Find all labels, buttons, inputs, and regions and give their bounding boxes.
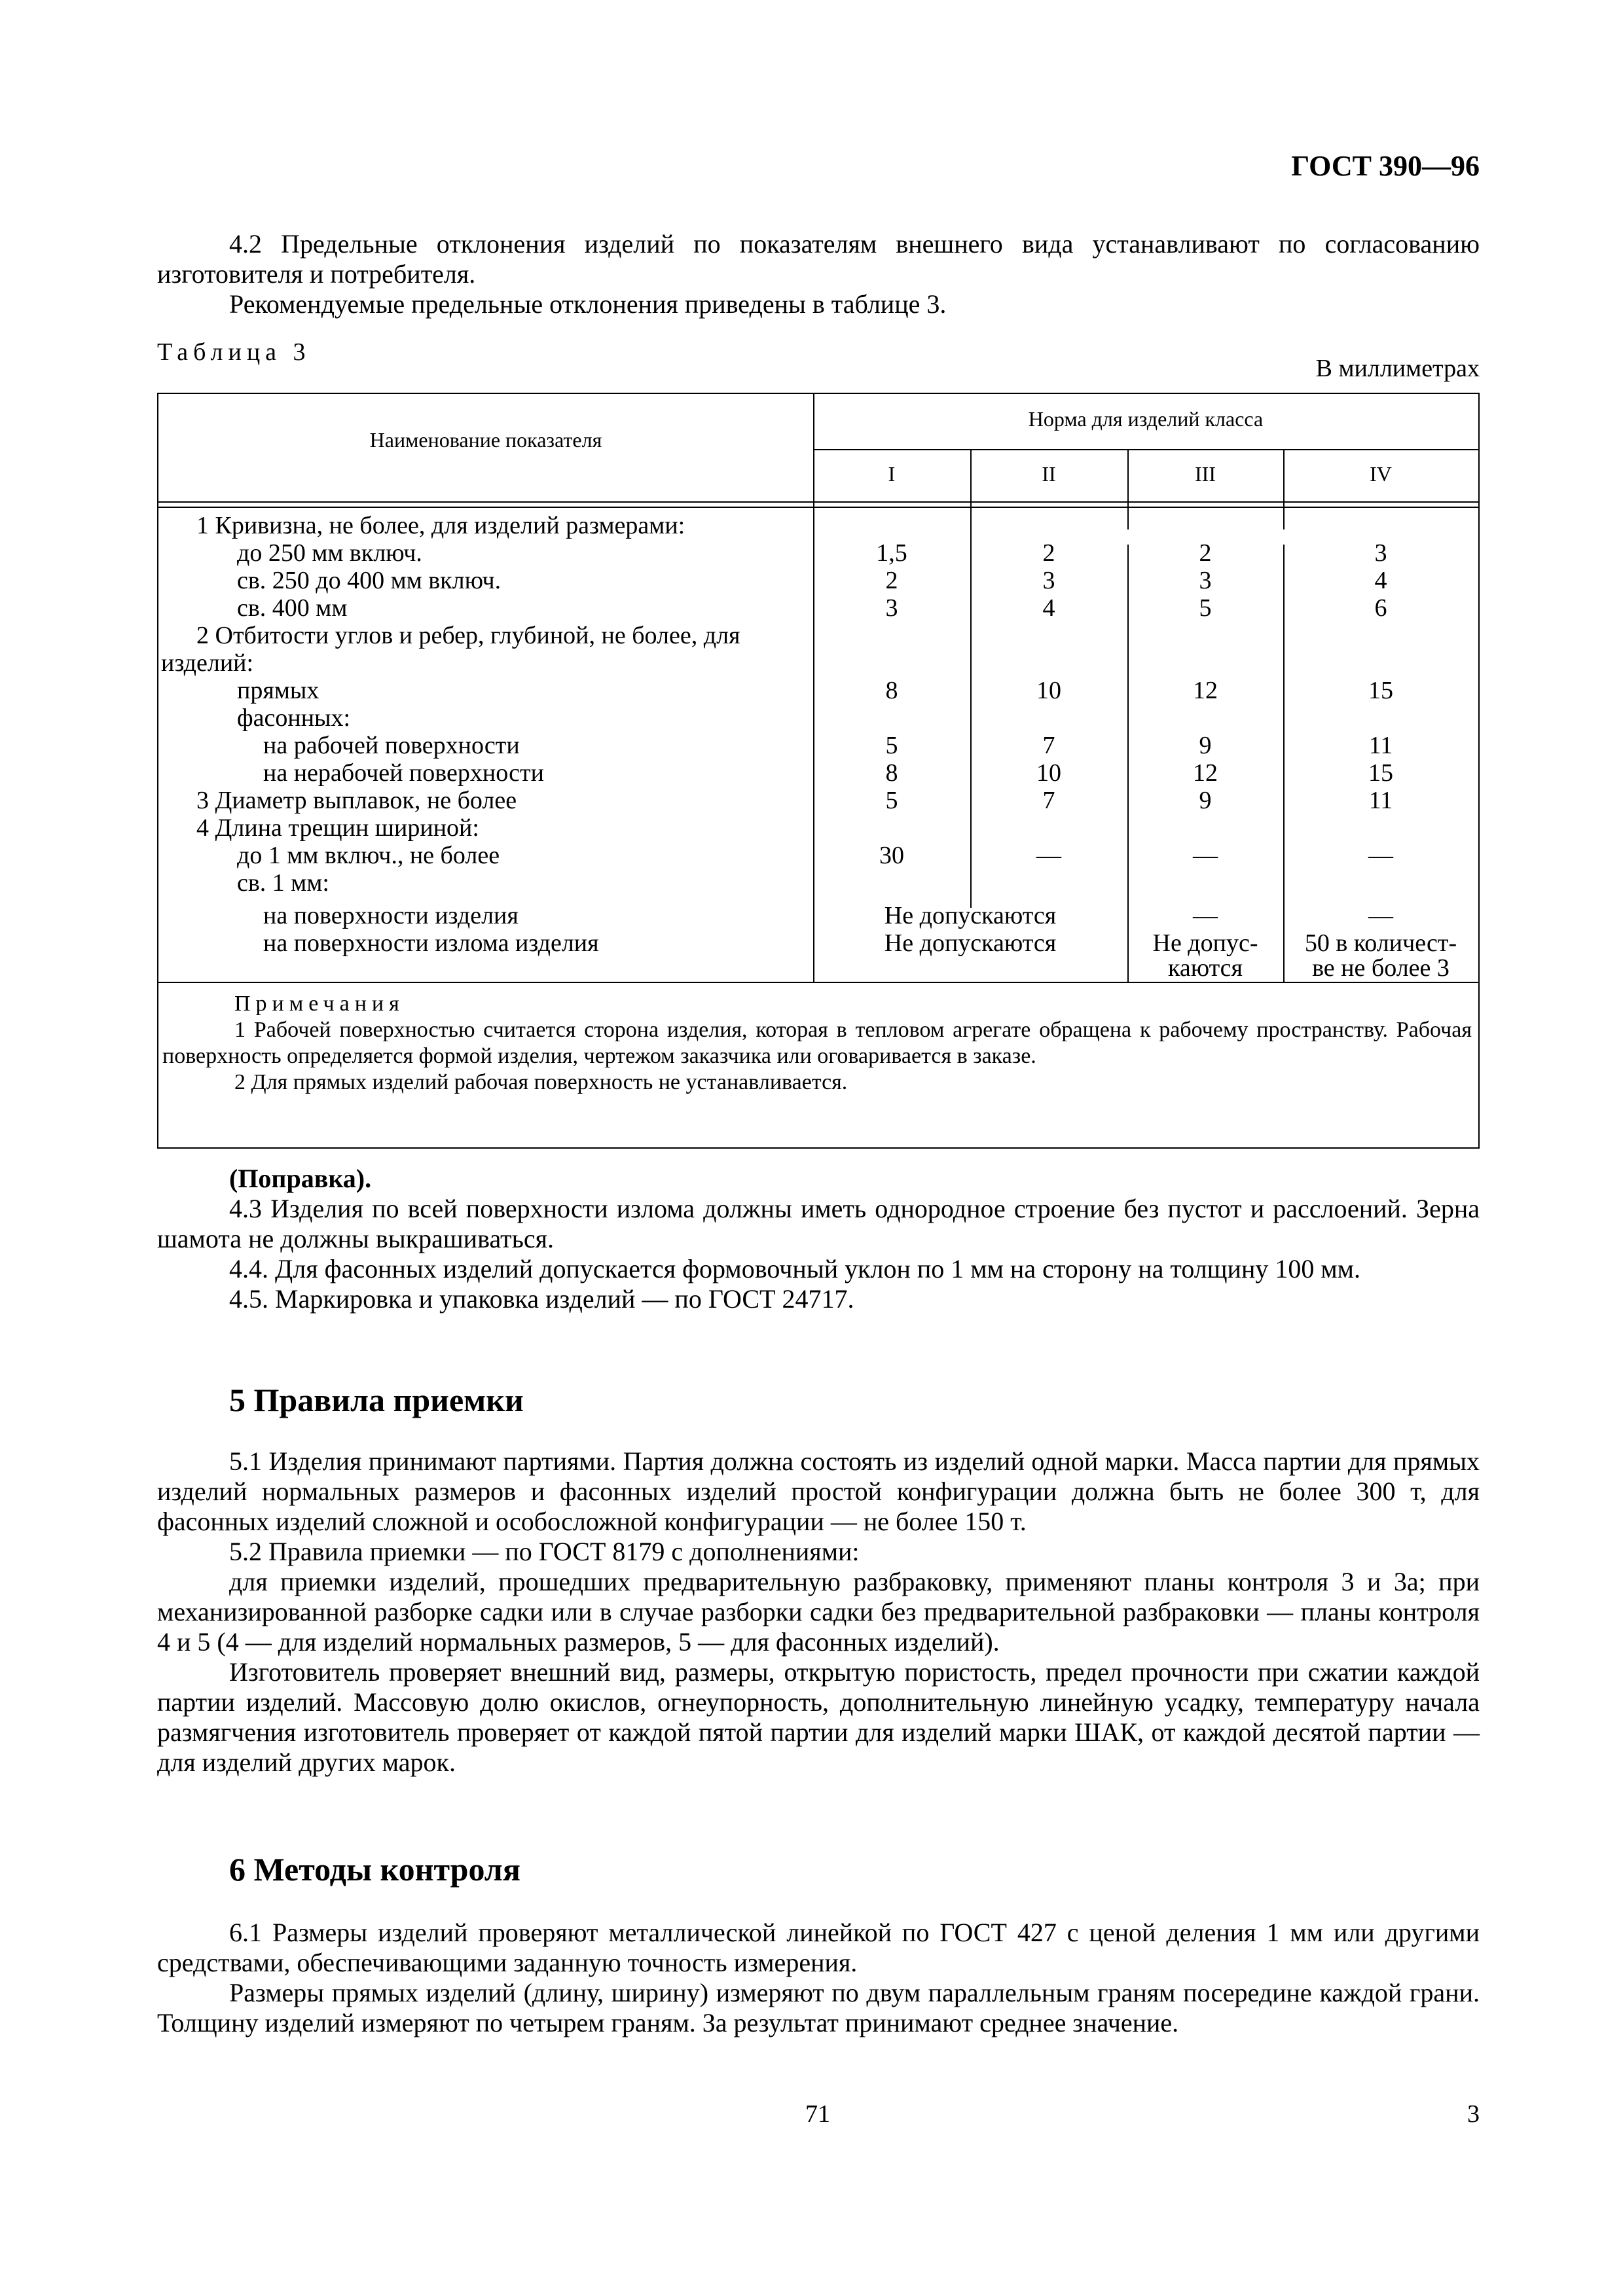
- row-value: 3: [1042, 567, 1055, 594]
- row-label: св. 1 мм:: [237, 869, 329, 897]
- row-value: 10: [1036, 677, 1061, 704]
- header-class-4: IV: [1370, 462, 1392, 486]
- row-value: Не допус-: [1152, 929, 1258, 957]
- row-value: 9: [1199, 732, 1212, 759]
- table-caption: Таблица 3: [157, 338, 311, 366]
- section-6: [157, 1918, 1480, 2038]
- paragraph-4-3: 4.3 Изделия по всей поверхности излома должны иметь однородное строение без пустот и расслоений. Зерна шамота не должны выкрашиваться.: [157, 1194, 1480, 1253]
- row-label: на поверхности изделия: [263, 902, 519, 929]
- row-label: до 250 мм включ.: [237, 539, 422, 567]
- header-class-2: II: [1042, 462, 1056, 486]
- paragraph-6-1: 6.1 Размеры изделий проверяют металлической линейкой по ГОСТ 427 с ценой деления 1 мм или другими средствами, обеспечивающими заданную точность измерения.: [157, 1918, 1480, 1977]
- paragraph-5-2-b: Изготовитель проверяет внешний вид, размеры, открытую пористость, предел прочности при сжатии каждой партии изделий. Массовую долю окислов, огнеупорность, дополнительную линейную усадку, температуру начала размягчения изготовитель проверяет от каждой пятой партии для изделий марки ШАК, от каждой десятой партии — для изделий других марок.: [157, 1657, 1480, 1777]
- note-1: 1 Рабочей поверхностью считается сторона изделия, которая в тепловом агрегате обращена к рабочему пространству. Рабочая поверхность определяется формой изделия, чертежом заказчика или оговаривается в заказе.: [162, 1018, 1472, 1068]
- table-notes: [162, 991, 1472, 1096]
- row-value: 6: [1374, 594, 1387, 622]
- row-value: 5: [885, 787, 898, 814]
- header-class-3: III: [1195, 462, 1216, 486]
- row-value: 4: [1374, 567, 1387, 594]
- document-page: [157, 0, 1480, 2296]
- row-value: —: [1036, 842, 1061, 869]
- paragraph-6-1-b: Размеры прямых изделий (длину, ширину) измеряют по двум параллельным граням посередине каждой грани. Толщину изделий измеряют по четырем граням. За результат принимают среднее значение.: [157, 1978, 1480, 2037]
- header-norm: Норма для изделий класса: [1028, 407, 1264, 431]
- paragraph-4-2: 4.2 Предельные отклонения изделий по показателям внешнего вида устанавливают по согласованию изготовителя и потребителя.: [157, 229, 1480, 289]
- row-value: 2: [1042, 539, 1055, 567]
- row-value: 10: [1036, 759, 1061, 787]
- row-value: 3: [1199, 567, 1212, 594]
- table-3: [157, 393, 1480, 1149]
- intro-section: [157, 229, 1480, 319]
- row-label: св. 400 мм: [237, 594, 348, 622]
- row-value: 2: [885, 567, 898, 594]
- row-value: 2: [1199, 539, 1212, 567]
- page-number-right: 3: [1467, 2100, 1480, 2128]
- row-value: —: [1368, 902, 1393, 929]
- row-value: 50 в количест-: [1304, 929, 1457, 957]
- paragraph-5-2: 5.2 Правила приемки — по ГОСТ 8179 с дополнениями:: [229, 1537, 860, 1566]
- row-value: 15: [1368, 677, 1393, 704]
- row-value: —: [1368, 842, 1393, 869]
- row-value: 7: [1042, 787, 1055, 814]
- row-label: на рабочей поверхности: [263, 732, 520, 759]
- row-value: 5: [885, 732, 898, 759]
- page-number-center: 71: [805, 2100, 830, 2128]
- paragraph-4-5: 4.5. Маркировка и упаковка изделий — по ГОСТ 24717.: [229, 1284, 854, 1314]
- header-bottom-1: [158, 501, 1478, 503]
- row-value: 15: [1368, 759, 1393, 787]
- row-label: на нерабочей поверхности: [263, 759, 544, 787]
- row-value: 9: [1199, 787, 1212, 814]
- header-divider: [813, 449, 1478, 450]
- header-bottom-2: [158, 507, 1478, 508]
- row-value: 30: [879, 842, 904, 869]
- row-value: 7: [1042, 732, 1055, 759]
- table-unit: В миллиметрах: [1315, 355, 1480, 382]
- row-value: ве не более 3: [1312, 954, 1450, 982]
- paragraph-5-2-a: для приемки изделий, прошедших предварительную разбраковку, применяют планы контроля 3 и 3а; при механизированной разборке садки или в случае разборки садки без предварительной разбраковки — планы контроля 4 и 5 (4 — для изделий нормальных размеров, 5 — для фасонных изделий).: [157, 1567, 1480, 1657]
- paragraph-4-4: 4.4. Для фасонных изделий допускается формовочный уклон по 1 мм на сторону на толщину 100 мм.: [229, 1254, 1360, 1283]
- section-5-heading: 5 Правила приемки: [229, 1382, 524, 1418]
- row-value: каются: [1167, 954, 1243, 982]
- row-value: 1,5: [876, 539, 907, 567]
- row-label: 2 Отбитости углов и ребер, глубиной, не более, для: [196, 622, 740, 649]
- header-class-1: I: [888, 462, 896, 486]
- paragraph-5-1: 5.1 Изделия принимают партиями. Партия должна состоять из изделий одной марки. Масса партии для прямых изделий нормальных размеров и фасонных изделий простой конфигурации должна быть не более 300 т, для фасонных изделий сложной и особосложной конфигурации — не более 150 т.: [157, 1446, 1480, 1536]
- row-value: —: [1193, 842, 1218, 869]
- row-value: 8: [885, 759, 898, 787]
- section-5: [157, 1446, 1480, 1778]
- row-label: 3 Диаметр выплавок, не более: [196, 787, 517, 814]
- row-label: изделий:: [161, 649, 254, 677]
- row-label: св. 250 до 400 мм включ.: [237, 567, 501, 594]
- header-name: Наименование показателя: [369, 428, 602, 452]
- notes-title: Примечания: [234, 992, 405, 1016]
- row-label: 1 Кривизна, не более, для изделий размерами:: [196, 512, 685, 539]
- row-value: 3: [1374, 539, 1387, 567]
- row-value: 12: [1193, 759, 1218, 787]
- section-4-continuation: [157, 1164, 1480, 1314]
- row-label: на поверхности излома изделия: [263, 929, 599, 957]
- row-value: 4: [1042, 594, 1055, 622]
- row-label: до 1 мм включ., не более: [237, 842, 500, 869]
- row-value: 11: [1368, 732, 1393, 759]
- row-merged-value: Не допускаются: [884, 902, 1057, 929]
- row-value: 12: [1193, 677, 1218, 704]
- paragraph-table-ref: Рекомендуемые предельные отклонения приведены в таблице 3.: [229, 289, 947, 319]
- section-6-heading: 6 Методы контроля: [229, 1851, 520, 1888]
- document-code: ГОСТ 390—96: [1291, 150, 1480, 182]
- body-bottom: [158, 982, 1478, 983]
- row-label: фасонных:: [237, 704, 351, 732]
- row-value: 8: [885, 677, 898, 704]
- row-value: 5: [1199, 594, 1212, 622]
- row-label: прямых: [237, 677, 319, 704]
- row-value: 3: [885, 594, 898, 622]
- row-merged-value: Не допускаются: [884, 929, 1057, 957]
- row-value: —: [1193, 902, 1218, 929]
- row-value: 11: [1368, 787, 1393, 814]
- row-label: 4 Длина трещин шириной:: [196, 814, 479, 842]
- note-2: 2 Для прямых изделий рабочая поверхность не устанавливается.: [234, 1070, 848, 1094]
- amendment-note: (Поправка).: [229, 1164, 372, 1193]
